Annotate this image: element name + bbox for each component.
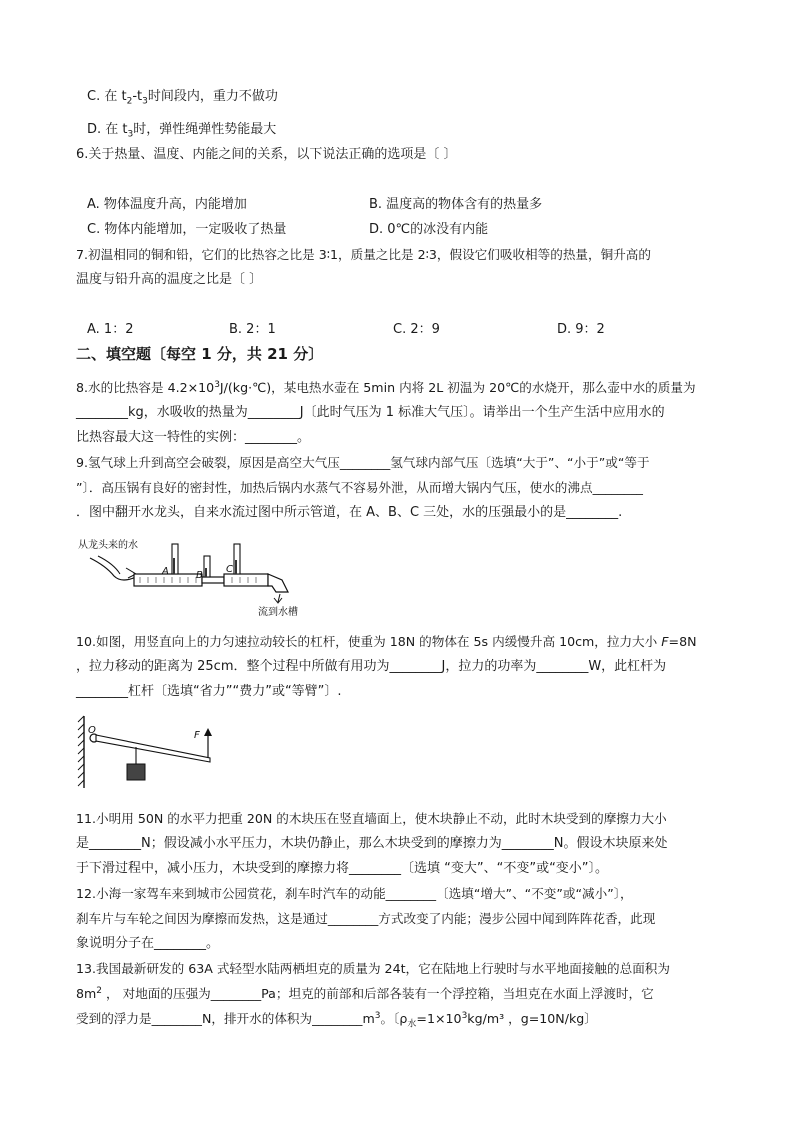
q5-option-d: D. 在 $t_3$时，弹性绳弹性势能最大 [87,122,277,140]
q7-option-c: C. 2：9 [393,322,440,337]
weight-block [127,764,145,780]
q7-option-b: B. 2：1 [229,322,276,337]
q7-stem-line1: 7.初温相同的铜和铅，它们的比热容之比是 3∶1，质量之比是 2∶3，假设它们吸收相等的热量，铜升高的 [76,247,651,262]
q11-line1: 11.小明用 50N 的水平力把重 20N 的木块压在竖直墙面上，使木块静止不动，此时木块受到的摩擦力大小 [76,811,667,826]
q6-option-d: D. 0℃的冰没有内能 [369,222,489,237]
fig2-label-f: F [194,730,200,741]
q6-option-c: C. 物体内能增加，一定吸收了热量 [87,222,287,237]
fig1-label-bottom: 流到水槽 [258,607,298,618]
q8-line2: ________kg，水吸收的热量为________J〔此时气压为 1 标准大气压〕。请举出一个生产生活中应用水的 [76,405,665,420]
pipe-narrow-section [202,577,224,583]
pipe-wide-section-right [224,574,268,586]
q10-line3: ________杠杆〔选填“省力”“费力”或“等臂”〕. [76,684,342,699]
lever-bar [96,735,210,762]
q5-option-c: C. 在 $t_2-t_3$时间段内，重力不做功 [87,89,278,107]
q6-option-a: A. 物体温度升高，内能增加 [87,197,247,212]
q7-option-a: A. 1：2 [87,322,134,337]
fig1-label-top: 从龙头来的水 [78,540,138,551]
fig1-label-b: B [196,570,203,581]
q10-line1: 10.如图，用竖直向上的力匀速拉动较长的杠杆，使重为 18N 的物体在 5s 内缓慢升高 10cm，拉力大小 F=8N [76,634,697,649]
water-pipe-figure [76,536,316,618]
q6-stem: 6.关于热量、温度、内能之间的关系，以下说法正确的选项是〔 〕 [76,147,457,162]
q9-line3: ．图中翻开水龙头，自来水流过图中所示管道，在 A、B、C 三处，水的压强最小的是________. [76,505,623,520]
q12-line3: 象说明分子在________。 [76,936,220,951]
q7-stem-line2: 温度与铅升高的温度之比是〔 〕 [76,272,263,287]
q9-line1: 9.氢气球上升到高空会破裂，原因是高空大气压________氢气球内部气压〔选填“大于”、“小于”或“等于 [76,455,650,470]
fig2-label-o: O [88,725,96,736]
q7-option-d: D. 9：2 [557,322,605,337]
q13-line1: 13.我国最新研发的 63A 式轻型水陆两栖坦克的质量为 24t，它在陆地上行驶时与水平地面接触的总面积为 [76,961,670,976]
q12-line2: 刹车片与车轮之间因为摩擦而发热，这是通过________方式改变了内能；漫步公园中闻到阵阵花香，此现 [76,911,656,926]
q8-line3: 比热容最大这一特性的实例：________。 [76,430,311,445]
q12-line1: 12.小海一家驾车来到城市公园赏花，刹车时汽车的动能________〔选填“增大”、“不变”或“减小”〕， [76,886,633,901]
q8-line1: 8.水的比热容是 $4.2\times 10^3J/(kg\cdot℃)$，某电热水壶在 5min 内将 2L 初温为 20℃的水烧开，那么壶中水的质量为 [76,379,696,395]
fig1-label-a: A [162,566,169,577]
q10-line2: ，拉力移动的距离为 25cm．整个过程中所做有用功为________J，拉力的功率为________W，此杠杆为 [76,659,667,674]
q13-line2: $8m^2$ ， 对地面的压强为________Pa；坦克的前部和后部各装有一个浮控箱，当坦克在水面上浮渡时，它 [76,985,654,1001]
lever-figure [76,714,226,790]
fig1-label-c: C [226,564,233,575]
q9-line2: ”〕．高压锅有良好的密封性，加热后锅内水蒸气不容易外泄，从而增大锅内气压，使水的沸点________ [76,480,643,495]
q13-line3: 受到的浮力是________N，排开水的体积为$\_\_\_\_\_\_\_\_m^3$。〔$\rho_水=1\times 10^3kg/m^3$ ，g=10N/kg〕 [76,1010,597,1030]
section-title: 二、填空题〔每空 1 分，共 21 分〕 [76,345,324,363]
q11-line3: 于下滑过程中，减小压力，木块受到的摩擦力将________〔选填 “变大”、“不变”或“变小”〕。 [76,861,609,876]
q11-line2: 是________N；假设减小水平压力，木块仍静止，那么木块受到的摩擦力为________N。假设木块原来处 [76,836,668,851]
q6-option-b: B. 温度高的物体含有的热量多 [369,197,543,212]
